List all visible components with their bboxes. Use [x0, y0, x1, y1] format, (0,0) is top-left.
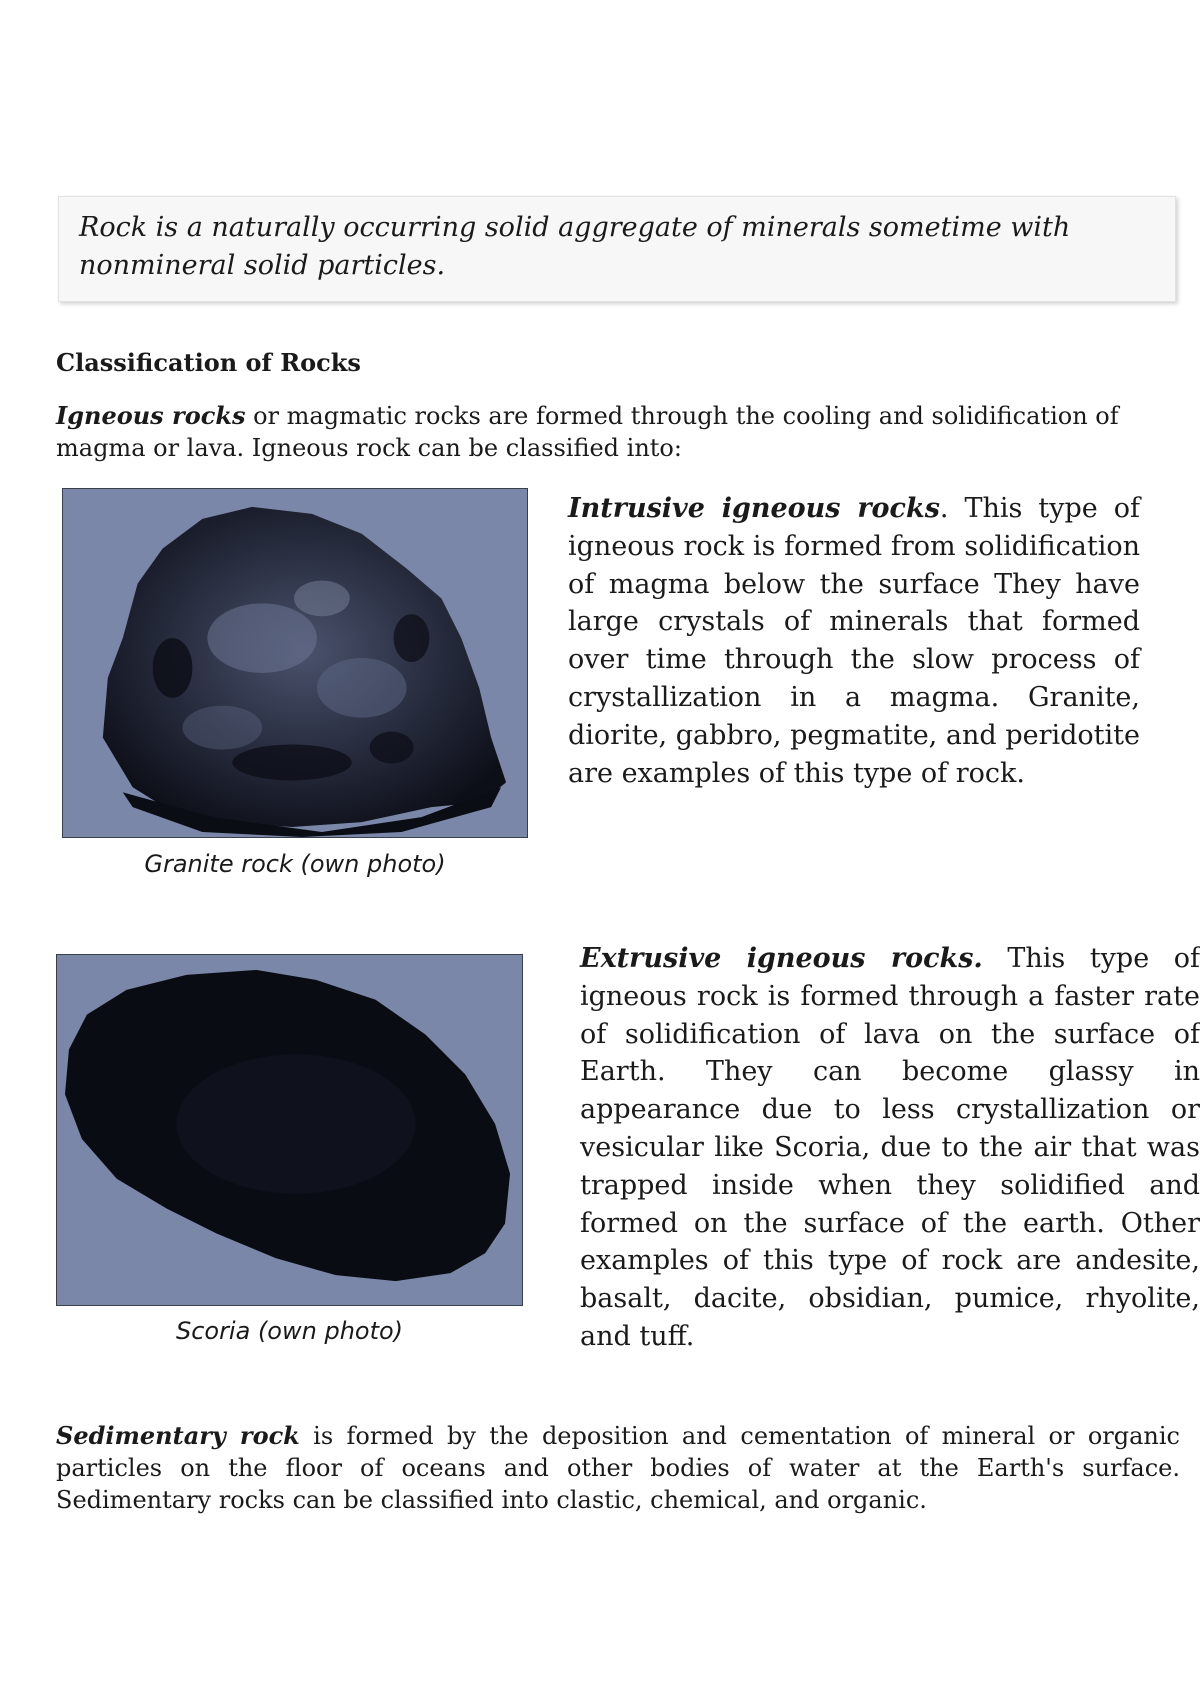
extrusive-text: This type of igneous rock is formed through a faster rate of solidification of lava on the surface of Earth. They can become glassy in appearance due to less crystallization or vesicular like Scoria, due to the air that was trapped inside when they solidified and formed on the surface of the earth. Other examples of this type of rock are andesite, basalt, dacite, obsidian, pumice, rhyolite, and tuff.: [580, 943, 1200, 1352]
granite-caption: Granite rock (own photo): [144, 850, 446, 878]
scoria-caption: Scoria (own photo): [175, 1317, 404, 1345]
igneous-term: Igneous rocks: [56, 401, 246, 430]
sedimentary-text: is formed by the deposition and cementation of mineral or organic particles on the floor of oceans and other bodies of water at the Earth's surface. Sedimentary rocks can be classified into clastic, chemical, and organic.: [56, 1422, 1180, 1514]
igneous-text: or magmatic rocks are formed through the cooling and solidification of magma or lava. Igneous rock can be classified into:: [56, 402, 1119, 462]
scoria-photo: [56, 954, 523, 1306]
definition-text: Rock is a naturally occurring solid aggregate of minerals sometime with nonmineral solid particles.: [79, 212, 1071, 281]
extrusive-paragraph: [580, 940, 1200, 1356]
intrusive-paragraph: [568, 490, 1140, 792]
intrusive-text: . This type of igneous rock is formed from solidification of magma below the surface They have large crystals of minerals that formed over time through the slow process of crystallization in a magma. Granite, diorite, gabbro, pegmatite, and peridotite are examples of this type of rock.: [568, 493, 1141, 789]
extrusive-term: Extrusive igneous rocks.: [580, 943, 983, 974]
section-heading: Classification of Rocks: [56, 348, 361, 377]
sedimentary-term: Sedimentary rock: [56, 1421, 300, 1450]
granite-rock-image: [63, 489, 527, 837]
intrusive-term: Intrusive igneous rocks: [568, 493, 940, 524]
granite-photo: [62, 488, 528, 838]
igneous-paragraph: [56, 400, 1180, 464]
definition-box: [58, 196, 1176, 302]
scoria-rock-image: [57, 955, 522, 1305]
sedimentary-paragraph: [56, 1420, 1180, 1516]
